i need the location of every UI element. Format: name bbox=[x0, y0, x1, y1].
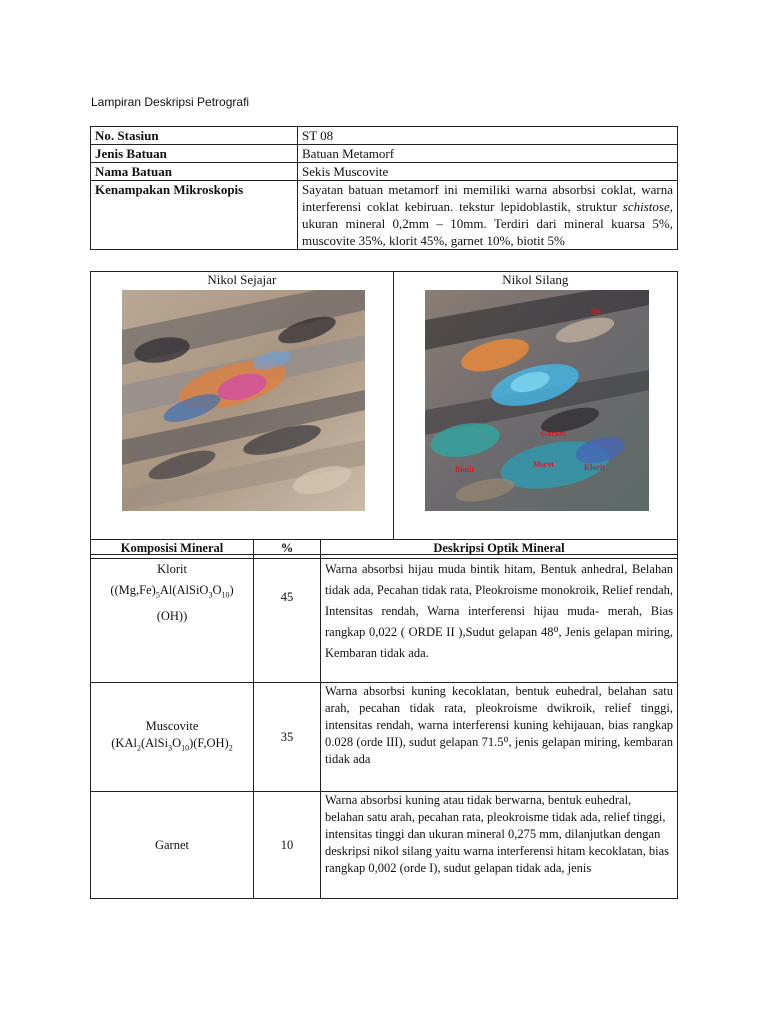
microscopic-row bbox=[91, 181, 678, 250]
mineral-name: Muscovite bbox=[145, 718, 199, 733]
mineral-name-cell bbox=[91, 683, 254, 792]
mineral-description: Warna absorbsi kuning kecoklatan, bentuk euhedral, belahan satu arah, pecahan tidak rata, pleokroisme dwikroik, relief tinggi, intensitas rendah, warna interferensi kuning kehijauan, bias rangkap 0.028 (orde III), sudut gelapan 71.5⁰, jenis gelapan miring, kembaran tidak ada bbox=[321, 683, 678, 792]
label-garnet: Garnet bbox=[541, 429, 566, 438]
header-mineral: Komposisi Mineral bbox=[91, 540, 254, 559]
station-label: No. Stasiun bbox=[91, 127, 298, 145]
mineral-formula: ($KAl_2(AlSi_3O_{10})(F,OH)_2$ bbox=[111, 735, 233, 753]
label-biotit: Biotit bbox=[455, 465, 475, 474]
mineral-percent: 35 bbox=[254, 683, 321, 792]
micro-text-1: Sayatan batuan metamorf ini memiliki warna absorbsi coklat, warna interferensi coklat kebiruan. tekstur lepidoblastik, struktur bbox=[302, 182, 673, 214]
microscopic-description bbox=[298, 181, 678, 250]
micro-text-2: ukuran mineral 0,2mm – 10mm. Terdiri dari mineral kuarsa 5%, muscovite 35%, klorit 45%, garnet 10%, biotit 5% bbox=[302, 216, 673, 248]
rock-name-row bbox=[91, 163, 678, 181]
label-qz: Qz bbox=[591, 307, 601, 316]
mineral-composition-table bbox=[90, 539, 678, 899]
label-klorit: Klorit bbox=[584, 463, 605, 472]
mineral-formula-cont: (OH)) bbox=[156, 608, 188, 623]
micro-text-italic: schistose, bbox=[622, 199, 673, 214]
rock-type-row bbox=[91, 145, 678, 163]
rock-name-label: Nama Batuan bbox=[91, 163, 298, 181]
rock-type-label: Jenis Batuan bbox=[91, 145, 298, 163]
mineral-percent: 10 bbox=[254, 792, 321, 899]
parallel-nicol-photo bbox=[122, 290, 365, 511]
mineral-name-cell bbox=[91, 559, 254, 683]
mineral-row-klorit bbox=[91, 559, 678, 683]
mineral-description: Warna absorbsi hijau muda bintik hitam, Bentuk anhedral, Belahan tidak ada, Pecahan tidak rata, Pleokroisme monokroik, Relief rendah, Intensitas rendah, Warna interferensi hijau muda- merah, Bias rangkap 0,022 ( ORDE II ),Sudut gelapan 48⁰, Jenis gelapan miring, Kembaran tidak ada. bbox=[321, 559, 678, 683]
mineral-name: Garnet bbox=[91, 792, 254, 899]
sample-info-table bbox=[90, 126, 678, 250]
station-value: ST 08 bbox=[298, 127, 678, 145]
header-percent: % bbox=[254, 540, 321, 559]
mineral-percent: 45 bbox=[254, 559, 321, 683]
mineral-formula: ($(Mg,Fe)_5Al(AlSiO_3O_{10})$ bbox=[110, 583, 234, 600]
composition-header-row bbox=[91, 540, 678, 559]
header-description: Deskripsi Optik Mineral bbox=[321, 540, 678, 559]
crossed-nicol-title: Nikol Silang bbox=[502, 272, 569, 287]
mineral-row-muscovite bbox=[91, 683, 678, 792]
label-mscvt: Mscvt bbox=[533, 460, 554, 469]
mineral-row-garnet bbox=[91, 792, 678, 899]
microscopic-label: Kenampakan Mikroskopis bbox=[91, 181, 298, 250]
rock-type-value: Batuan Metamorf bbox=[298, 145, 678, 163]
mineral-description: Warna absorbsi kuning atau tidak berwarna, bentuk euhedral, belahan satu arah, pecahan rata, pleokroisme tidak ada, relief tinggi, intensitas tinggi dan ukuran mineral 0,275 mm, dilanjutkan dengan deskripsi nikol silang yaitu warna interferensi hitam kecoklatan, bias rangkap 0,002 (orde I), sudut gelapan tidak ada, jenis bbox=[321, 792, 678, 899]
mineral-name: Klorit bbox=[157, 562, 187, 576]
crossed-nicol-photo bbox=[425, 290, 649, 511]
parallel-nicol-title: Nikol Sejajar bbox=[207, 272, 277, 287]
station-row bbox=[91, 127, 678, 145]
page-caption: Lampiran Deskripsi Petrografi bbox=[91, 95, 250, 109]
rock-name-value: Sekis Muscovite bbox=[298, 163, 678, 181]
